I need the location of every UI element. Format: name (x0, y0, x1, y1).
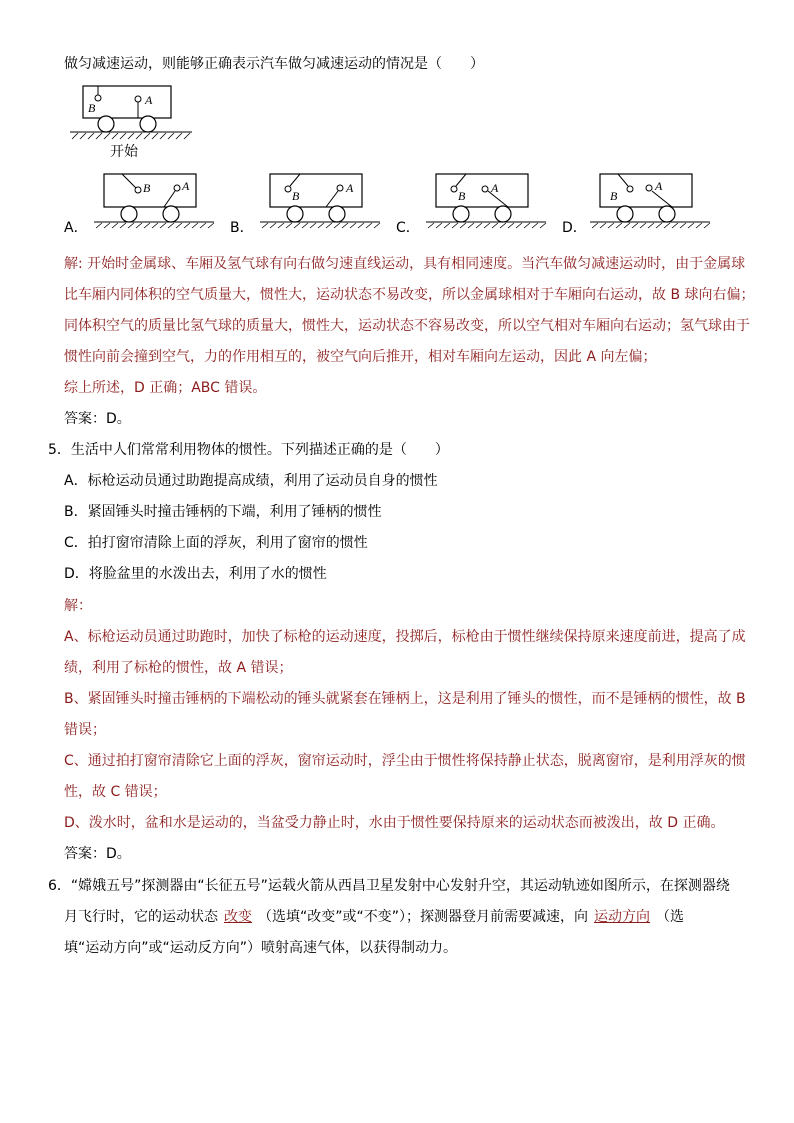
q5-answer: 答案：D。 (64, 846, 131, 862)
q6-text: （选填“改变”或“不变”）；探测器登月前需要减速，向 (258, 909, 589, 925)
q4-solution-line: 比车厢内同体积的空气质量大，惯性大，运动状态不易改变，所以金属球相对于车厢向右运动，故 B 球向右偏； (64, 287, 755, 303)
ball-b-label: B (458, 189, 466, 203)
ball-b-label: B (610, 189, 618, 203)
q4-solution-line: 惯性向前会撞到空气，力的作用相互的，被空气向后推开，相对车厢向左运动，因此 A 向左偏； (64, 349, 657, 365)
q5-solution-line: 解： (64, 598, 92, 614)
option-c-label: C． (396, 220, 420, 236)
ball-b-label: B (143, 181, 151, 195)
option-d-figure (588, 172, 712, 232)
q5-option: C．拍打窗帘清除上面的浮灰，利用了窗帘的惯性 (64, 535, 368, 551)
ball-a-label: A (655, 179, 663, 193)
q4-solution-line: 解: 开始时金属球、车厢及氢气球有向右做匀速直线运动，具有相同速度。当汽车做匀减速运动时，由于金属球 (64, 256, 746, 272)
q6-text: 月飞行时，它的运动状态 (64, 909, 218, 925)
q4-solution-line: 综上所述，D 正确；ABC 错误。 (64, 380, 267, 396)
q6-stem-line1: 6．“嫦娥五号”探测器由“长征五号”运载火箭从西昌卫星发射中心发射升空，其运动轨迹如图所示，在探测器绕 (48, 878, 730, 894)
ball-a-label: A (145, 93, 153, 107)
q6-stem-line2 (64, 908, 684, 926)
ball-a-label: A (491, 181, 499, 195)
ball-a-label: A (346, 181, 354, 195)
q5-solution-line: D、泼水时，盆和水是运动的，当盆受力静止时，水由于惯性要保持原来的运动状态而被泼出，故 D 正确。 (64, 815, 725, 831)
q6-answer-blank-2: 运动方向 (594, 909, 651, 925)
q4-solution-line: 同体积空气的质量比氢气球的质量大，惯性大，运动状态不容易改变，所以空气相对车厢向右运动；氢气球由于 (64, 318, 750, 334)
q5-solution-line: 性，故 C 错误； (64, 784, 167, 800)
q4-stem-tail: 做匀减速运动，则能够正确表示汽车做匀减速运动的情况是（ ） (64, 56, 484, 72)
q6-stem-line3: 填“运动方向”或“运动反方向”）喷射高速气体，以获得制动力。 (64, 940, 458, 956)
q6-text: （选 (656, 909, 685, 925)
q5-solution-line: 绩，利用了标枪的惯性，故 A 错误； (64, 660, 293, 676)
start-label: 开始 (110, 144, 138, 160)
q5-stem: 5．生活中人们常常利用物体的惯性。下列描述正确的是（ ） (48, 442, 449, 458)
ball-b-label: B (292, 189, 300, 203)
q5-option: A．标枪运动员通过助跑提高成绩，利用了运动员自身的惯性 (64, 473, 438, 489)
q5-option: B．紧固锤头时撞击锤柄的下端，利用了锤柄的惯性 (64, 504, 382, 520)
option-c-figure (424, 172, 548, 232)
option-a-label: A． (64, 220, 88, 236)
q6-answer-blank-1: 改变 (224, 909, 252, 925)
option-b-label: B． (230, 220, 254, 236)
option-d-label: D． (562, 220, 587, 236)
start-cart-figure (66, 84, 196, 144)
q5-solution-line: 错误； (64, 722, 106, 738)
q5-solution-line: B、紧固锤头时撞击锤柄的下端松动的锤头就紧套在锤柄上，这是利用了锤头的惯性，而不是锤柄的惯性，故 B (64, 691, 746, 707)
ball-a-label: A (182, 179, 190, 193)
ball-b-label: B (88, 101, 96, 115)
q5-solution-line: C、通过拍打窗帘清除它上面的浮灰，窗帘运动时，浮尘由于惯性将保持静止状态，脱离窗帘，是利用浮灰的惯 (64, 753, 746, 769)
q4-answer: 答案：D。 (64, 411, 131, 427)
option-a-figure (92, 172, 216, 232)
q5-solution-line: A、标枪运动员通过助跑时，加快了标枪的运动速度，投掷后，标枪由于惯性继续保持原来速度前进，提高了成 (64, 629, 746, 645)
q5-option: D．将脸盆里的水泼出去，利用了水的惯性 (64, 566, 327, 582)
option-b-figure (258, 172, 382, 232)
